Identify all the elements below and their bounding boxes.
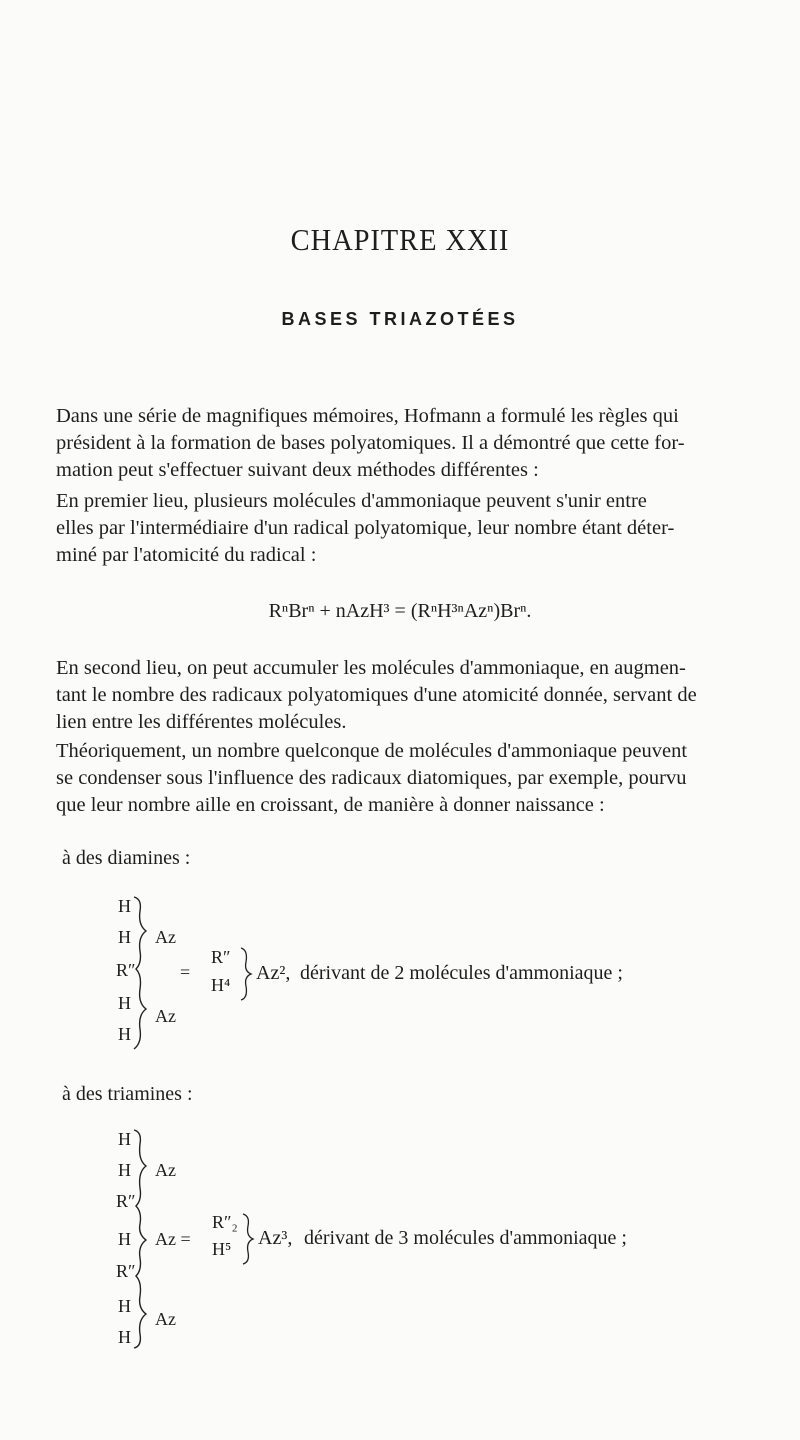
diamine-az-bottom: Az — [155, 1006, 176, 1026]
diamine-right-bottom: H⁴ — [211, 975, 231, 995]
triamine-right-brace — [240, 1210, 258, 1268]
paragraph-4 — [56, 738, 766, 819]
triamine-az-middle: Az = — [155, 1229, 191, 1249]
triamine-az-bottom: Az — [155, 1309, 176, 1329]
paragraph-line: Théoriquement, un nombre quelconque de molécules d'ammoniaque peuvent — [56, 740, 688, 762]
diamine-description: dérivant de 2 molécules d'ammoniaque ; — [300, 962, 623, 984]
paragraph-line: mation peut s'effectuer suivant deux méthodes différentes : — [56, 459, 539, 481]
paragraph-line: En premier lieu, plusieurs molécules d'ammoniaque peuvent s'unir entre — [56, 490, 647, 512]
paragraph-line: elles par l'intermédiaire d'un radical polyatomique, leur nombre étant déter- — [56, 517, 675, 539]
section-title: BASES TRIAZOTÉES — [281, 309, 519, 329]
paragraph-line: président à la formation de bases polyatomiques. Il a démontré que cette for- — [56, 432, 685, 454]
diamine-az-top: Az — [155, 927, 176, 947]
diamines-label: à des diamines : — [62, 847, 191, 869]
paragraph-2 — [56, 488, 766, 569]
triamine-left-brace — [130, 1126, 154, 1352]
formula-1: RⁿBrⁿ + nAzH³ = (RⁿH³ⁿAzⁿ)Brⁿ. — [268, 600, 532, 622]
diamine-atom: R″ — [116, 960, 136, 980]
diamine-right-top: R″ — [211, 947, 231, 967]
triamine-right-top: R″₂ — [212, 1212, 238, 1232]
triamine-atom: H — [118, 1327, 131, 1347]
triamine-atom: R″ — [116, 1191, 136, 1211]
paragraph-1 — [56, 403, 766, 484]
diamine-right-brace — [238, 944, 256, 1004]
paragraph-3 — [56, 655, 766, 736]
diamine-atom: H — [118, 1024, 131, 1044]
triamine-atom: H — [118, 1296, 131, 1316]
paragraph-line: miné par l'atomicité du radical : — [56, 544, 317, 566]
triamine-atom: H — [118, 1129, 131, 1149]
triamine-description: dérivant de 3 molécules d'ammoniaque ; — [304, 1227, 627, 1249]
paragraph-line: que leur nombre aille en croissant, de manière à donner naissance : — [56, 794, 605, 816]
triamine-atom: R″ — [116, 1261, 136, 1281]
triamine-az-top: Az — [155, 1160, 176, 1180]
chapter-title: CHAPITRE XXII — [290, 222, 510, 257]
diamine-left-brace — [130, 893, 154, 1053]
paragraph-line: En second lieu, on peut accumuler les molécules d'ammoniaque, en augmen- — [56, 657, 686, 679]
triamine-right-bottom: H⁵ — [212, 1239, 232, 1259]
paragraph-line: Dans une série de magnifiques mémoires, Hofmann a formulé les règles qui — [56, 405, 679, 427]
paragraph-line: lien entre les différentes molécules. — [56, 711, 347, 733]
diamine-equals: = — [180, 962, 191, 982]
paragraph-line: tant le nombre des radicaux polyatomiques d'une atomicité donnée, servant de — [56, 684, 697, 706]
triamine-atom: H — [118, 1229, 131, 1249]
triamines-label: à des triamines : — [62, 1083, 193, 1105]
paragraph-line: se condenser sous l'influence des radicaux diatomiques, par exemple, pourvu — [56, 767, 687, 789]
diamine-atom: H — [118, 993, 131, 1013]
diamine-atom: H — [118, 927, 131, 947]
triamine-atom: H — [118, 1160, 131, 1180]
triamine-result: Az³, — [258, 1227, 293, 1249]
diamine-atom: H — [118, 896, 131, 916]
diamine-result: Az², — [256, 962, 291, 984]
